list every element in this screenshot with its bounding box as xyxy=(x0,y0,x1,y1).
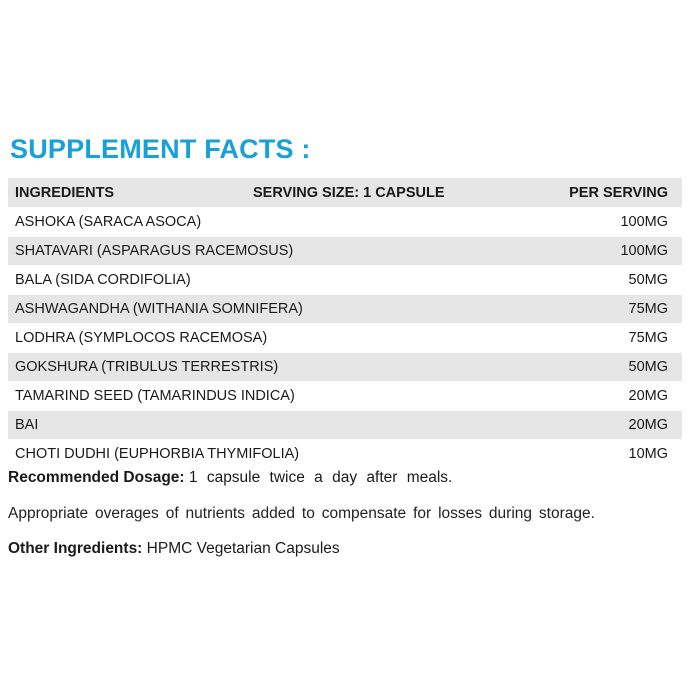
table-row xyxy=(8,324,682,353)
ingredient-name: LODHRA (SYMPLOCOS RACEMOSA) xyxy=(8,324,498,353)
ingredient-name: BAI xyxy=(8,411,498,440)
ingredient-name: SHATAVARI (ASPARAGUS RACEMOSUS) xyxy=(8,237,498,266)
ingredient-amount: 20MG xyxy=(498,382,682,411)
ingredient-name: CHOTI DUDHI (EUPHORBIA THYMIFOLIA) xyxy=(8,440,498,469)
ingredient-name: TAMARIND SEED (TAMARINDUS INDICA) xyxy=(8,382,498,411)
ingredient-amount: 50MG xyxy=(498,353,682,382)
table-row xyxy=(8,411,682,440)
dosage-text: 1 capsule twice a day after meals. xyxy=(188,469,453,486)
dosage-label: Recommended Dosage: xyxy=(8,469,185,486)
header-ingredients: INGREDIENTS xyxy=(8,178,253,208)
table-row xyxy=(8,208,682,237)
recommended-dosage xyxy=(8,469,682,487)
ingredient-name: ASHWAGANDHA (WITHANIA SOMNIFERA) xyxy=(8,295,498,324)
overages-note: Appropriate overages of nutrients added to compensate for losses during storage. xyxy=(8,505,595,522)
header-per-serving: PER SERVING xyxy=(498,178,682,208)
ingredient-amount: 100MG xyxy=(498,208,682,237)
ingredient-name: GOKSHURA (TRIBULUS TERRESTRIS) xyxy=(8,353,498,382)
table-row xyxy=(8,382,682,411)
supplement-facts-table xyxy=(8,178,682,469)
ingredient-amount: 100MG xyxy=(498,237,682,266)
ingredient-amount: 10MG xyxy=(498,440,682,469)
ingredient-amount: 50MG xyxy=(498,266,682,295)
table-row xyxy=(8,353,682,382)
ingredient-name: BALA (SIDA CORDIFOLIA) xyxy=(8,266,498,295)
table-row xyxy=(8,440,682,469)
other-ingredients-label: Other Ingredients: xyxy=(8,540,143,557)
header-serving-size: SERVING SIZE: 1 CAPSULE xyxy=(253,178,498,208)
table-header-row xyxy=(8,178,682,208)
table-row xyxy=(8,237,682,266)
table-row xyxy=(8,295,682,324)
other-ingredients-text: HPMC Vegetarian Capsules xyxy=(146,540,340,557)
other-ingredients xyxy=(8,540,682,558)
ingredient-amount: 20MG xyxy=(498,411,682,440)
ingredient-name: ASHOKA (SARACA ASOCA) xyxy=(8,208,498,237)
ingredient-amount: 75MG xyxy=(498,295,682,324)
page-title: SUPPLEMENT FACTS : xyxy=(10,134,311,164)
ingredient-amount: 75MG xyxy=(498,324,682,353)
table-row xyxy=(8,266,682,295)
